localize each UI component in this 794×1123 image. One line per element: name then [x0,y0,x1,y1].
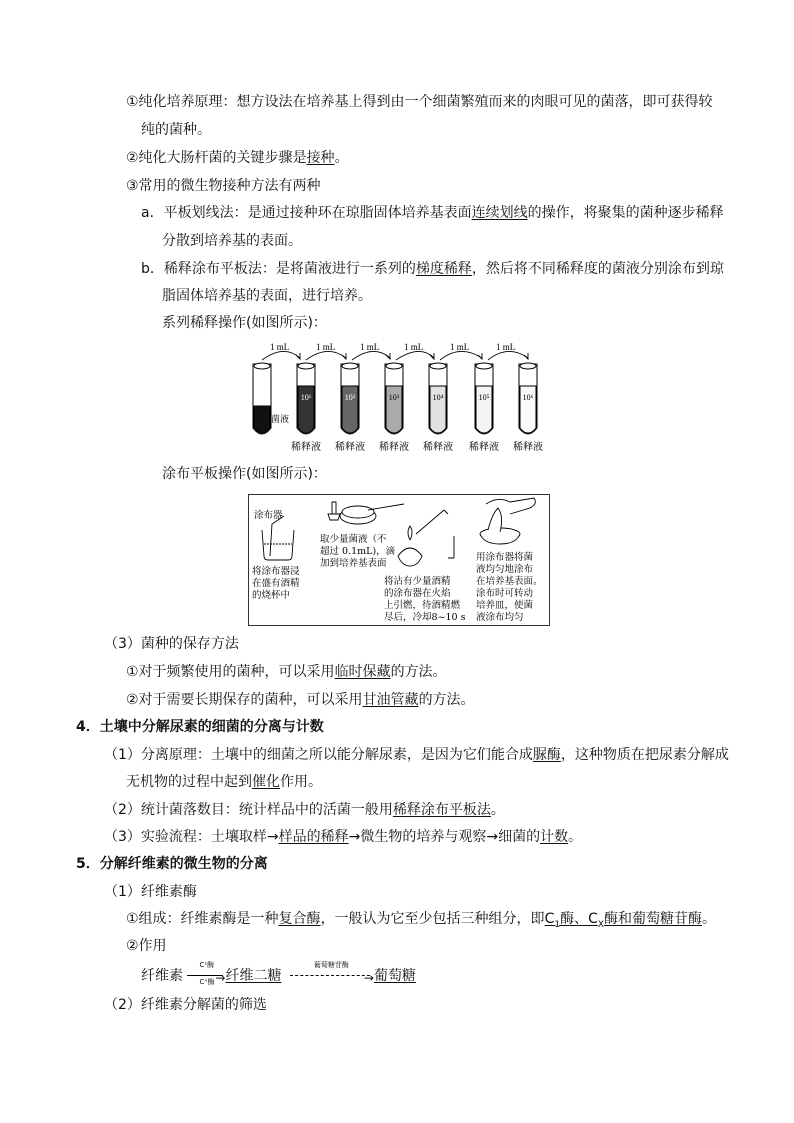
section-heading: 4．土壤中分解尿素的细菌的分离与计数 [76,719,324,735]
text-line [126,148,349,168]
diluent-label: 稀释液 [335,442,365,453]
diluent-label: 稀释液 [379,442,409,453]
transfer-label: 1 mL [316,342,336,352]
pipette-icon [368,504,404,510]
tube-label: 10³ [388,393,400,402]
step3-text: 的涂布器在火焰 [384,588,451,599]
transfer-arrow [352,351,390,360]
answer-underline: 稀释涂布平板法 [392,802,491,818]
text: ，然后将不同稀释度的菌液分别涂布到琼 [471,261,724,277]
diluent-label: 稀释液 [423,442,453,453]
step2-text: 超过 0.1mL)，滴 [320,546,396,557]
diluent-label: 稀释液 [513,442,543,453]
serial-dilution-figure [244,338,554,456]
transfer-arrow [440,351,482,360]
hand-icon [486,498,535,514]
text-line: 脂固体培养基的表面，进行培养。 [162,288,372,304]
text: 。 [702,911,717,927]
text: 无机物的过程中起到 [126,774,252,790]
diluent-label: 稀释液 [291,442,321,453]
step4-text: 液均匀地涂布 [476,564,534,575]
tube-label: 10⁶ [522,393,534,402]
answer-underline: 复合酶 [278,911,321,927]
step3-text: 将沾有少量酒精 [384,576,451,587]
transfer-arrow [262,351,300,360]
spread-plate-figure [248,494,550,626]
answer-underline: 脲酶 [532,747,561,763]
enzyme-arrow: C¹酶 → Cˣ酶 [187,966,225,986]
spreader-icon [416,510,448,534]
text: ②对于需要长期保存的菌种，可以采用 [126,692,363,708]
answer-underline: 接种 [306,150,335,166]
step4-text: 涂布时可转动 [476,588,534,599]
step4-text: 用涂布器将菌 [476,552,534,563]
text: ，这种物质在把尿素分解成 [560,747,729,763]
answer-underline: 连续划线 [471,205,528,221]
text-line: （1）纤维素酶 [104,884,197,900]
step3-text: 上引燃，待酒精燃 [384,600,461,611]
text: ②纯化大肠杆菌的关键步骤是 [126,150,307,166]
text: 的方法。 [390,664,447,680]
answer-underline: 甘油管藏 [362,692,419,708]
enzyme-label: Cˣ酶 [199,978,215,986]
text: （3）实验流程：土壤取样→ [104,829,279,845]
text-line [104,800,505,820]
transfer-label: 1 mL [270,342,290,352]
text: （2）统计菌落数目：统计样品中的活菌一般用 [104,802,393,818]
transfer-label: 1 mL [450,342,470,352]
text: 。 [490,802,505,818]
transfer-label: 1 mL [404,342,424,352]
text: ①对于频繁使用的菌种，可以采用 [126,664,335,680]
text: a．平板划线法：是通过接种环在琼脂固体培养基表面 [141,205,472,221]
text: 。 [568,829,583,845]
section-heading: 5．分解纤维素的微生物的分离 [76,856,268,872]
text-line [141,259,724,279]
transfer-arrow [488,351,528,360]
transfer-label: 1 mL [496,342,516,352]
step3-text: 尽后，冷却8~10 s [384,612,466,623]
enzyme-arrow: 葡萄糖苷酶 → [290,966,374,986]
text: →微生物的培养与观察→细菌的 [348,829,541,845]
diluent-label: 稀释液 [469,442,499,453]
step4-text: 在培养基表面。 [476,576,543,587]
text-line [141,203,724,223]
tube-label: 10⁵ [478,393,490,402]
answer-underline: $C_1$酶、$C_X$酶和葡萄糖苷酶 [544,911,703,930]
enzyme-label: C¹酶 [199,961,215,969]
alcohol-lamp-icon [398,548,422,566]
text: 作用。 [280,774,322,790]
answer-underline: 临时保藏 [334,664,391,680]
answer-underline: 葡萄糖 [373,968,416,984]
text: （1）分离原理：土壤中的细菌之所以能分解尿素，是因为它们能合成 [104,747,533,763]
text-line: 纯的菌种。 [141,122,211,138]
enzyme-label: 葡萄糖苷酶 [313,961,349,969]
text-line [126,662,447,682]
text: 的方法。 [418,692,475,708]
text: 。 [334,150,349,166]
text-line [104,827,582,847]
text-line: ③常用的微生物接种方法有两种 [126,178,321,194]
text-line: （3）菌种的保存方法 [104,636,239,652]
reaction-equation [141,961,416,986]
transfer-label: 1 mL [360,342,380,352]
figure-caption: 系列稀释操作(如图所示)： [162,315,327,331]
tube-label: 10¹ [300,393,312,402]
text: ①组成：纤维素酶是一种 [126,911,279,927]
tube-label: 10⁴ [432,393,444,402]
text-line: （2）纤维素分解菌的筛选 [104,997,267,1013]
reactant: 纤维素 [141,968,183,984]
tube-label: 菌液 [270,414,290,424]
step4-text: 液涂布均匀 [476,612,524,623]
text-line [126,772,322,792]
text-line: ①纯化培养原理：想方设法在培养基上得到由一个细菌繁殖而来的肉眼可见的菌落，即可获得较 [126,94,713,110]
transfer-arrow [396,351,434,360]
answer-underline: 计数 [540,829,569,845]
answer-underline: 梯度稀释 [415,261,472,277]
text: b．稀释涂布平板法：是将菌液进行一系列的 [141,261,416,277]
step2-text: 加到培养基表面 [320,558,387,569]
text-line: 分散到培养基的表面。 [162,233,302,249]
beaker-icon [262,530,294,560]
text-line [126,690,475,710]
text: 的操作，将聚集的菌种逐步稀释 [527,205,724,221]
answer-underline: 样品的稀释 [278,829,349,845]
text-line [104,745,729,765]
text-line [126,909,716,935]
answer-underline: 纤维二糖 [225,968,282,984]
spreader-icon [270,516,284,556]
step4-text: 培养皿，使菌 [476,600,534,611]
step1-text: 的烧杯中 [252,590,291,601]
tube-label: 10² [344,393,356,402]
text-line: ②作用 [126,938,167,954]
spreader-label: 涂布器 [254,510,283,521]
figure-caption: 涂布平板操作(如图所示)： [162,466,327,482]
step1-text: 在盛有酒精 [252,578,300,589]
step2-text: 取少量菌液（不 [320,534,387,545]
answer-underline: 催化 [252,774,280,790]
step1-text: 将涂布器浸 [252,566,300,577]
transfer-arrow [306,351,346,360]
text: ，一般认为它至少包括三种组分，即 [320,911,545,927]
